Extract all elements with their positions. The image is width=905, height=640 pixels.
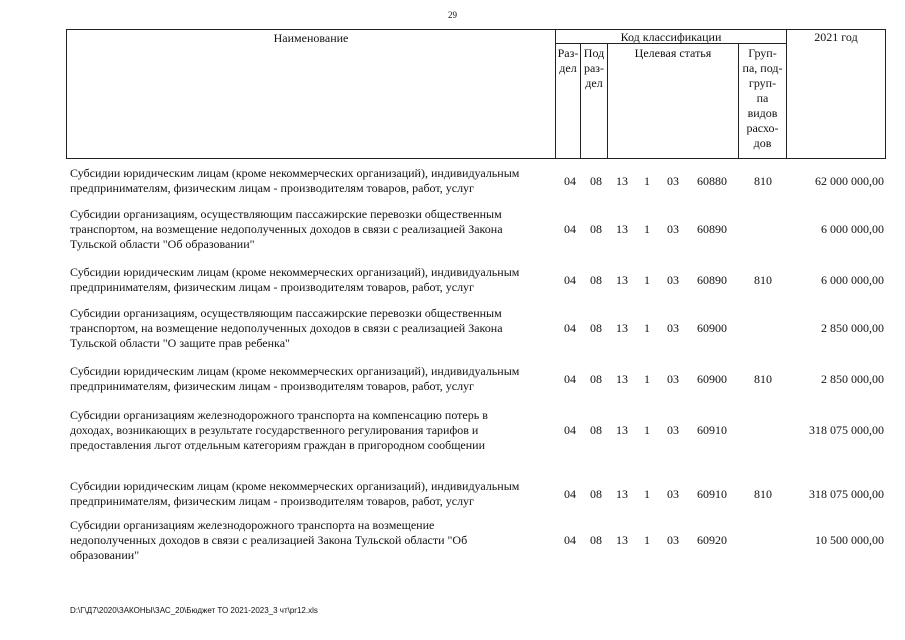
row-code-podrazdel: 08 [590,273,602,287]
table-row [0,364,905,394]
row-name-line: образовании" [70,548,140,562]
header-group-line: расхо- [746,121,779,135]
row-name-line: предоставления льгот отдельным категориям граждан в пригородном сообщении [70,438,486,452]
row-name [70,166,552,196]
row-code-t2: 1 [644,174,650,188]
row-code-podrazdel: 08 [590,372,602,386]
row-name-line: предпринимателям, физическим лицам - производителям товаров, работ, услуг [70,181,474,195]
row-code-podrazdel: 08 [590,487,602,501]
row-code-podrazdel: 08 [590,222,602,236]
header-podrazdel-line: раз- [583,61,605,75]
row-amount: 318 075 000,00 [809,423,884,437]
row-amount: 318 075 000,00 [809,487,884,501]
row-code-razdel: 04 [564,222,576,236]
row-name [70,479,552,509]
row-code-t3: 03 [667,372,679,386]
row-code-razdel: 04 [564,533,576,547]
row-name-line: Субсидии юридическим лицам (кроме некоммерческих организаций), индивидуальным [70,166,520,180]
header-podrazdel-line: Под [583,46,605,60]
row-name-line: Субсидии организациям, осуществляющим пассажирские перевозки общественным [70,207,502,221]
row-amount: 62 000 000,00 [815,174,884,188]
row-name [70,306,552,351]
row-name [70,265,552,295]
row-name-line: транспортом, на возмещение недополученных доходов в связи с реализацией Закона [70,222,503,236]
row-code-razdel: 04 [564,487,576,501]
row-name-line: Тульской области "Об образовании" [70,237,255,251]
row-code-t2: 1 [644,423,650,437]
row-name-line: Субсидии организациям железнодорожного транспорта на компенсацию потерь в [70,408,488,422]
table-row [0,265,905,295]
header-name: Наименование [273,31,349,45]
row-name [70,408,552,453]
row-code-razdel: 04 [564,423,576,437]
row-code-razdel: 04 [564,321,576,335]
row-code-t2: 1 [644,321,650,335]
header-group-line: Груп- [748,46,777,60]
header-right-border [885,29,886,159]
row-code-t1: 13 [616,533,628,547]
header-group-line: видов [747,106,778,120]
row-code-podrazdel: 08 [590,533,602,547]
row-code-vr: 810 [754,487,772,501]
row-code-podrazdel: 08 [590,423,602,437]
row-code-t1: 13 [616,423,628,437]
header-bottom-border [66,158,886,159]
row-name [70,518,552,563]
row-code-t4: 60920 [697,533,727,547]
page-number: 29 [448,10,457,20]
row-code-razdel: 04 [564,273,576,287]
header-code-classification: Код классификации [620,30,722,44]
row-name-line: Субсидии юридическим лицам (кроме некоммерческих организаций), индивидуальным [70,265,520,279]
row-code-vr: 810 [754,372,772,386]
row-code-t2: 1 [644,487,650,501]
row-amount: 2 850 000,00 [821,321,884,335]
row-name-line: транспортом, на возмещение недополученных доходов в связи с реализацией Закона [70,321,503,335]
row-code-t3: 03 [667,174,679,188]
row-code-t4: 60910 [697,487,727,501]
header-podrazdel-line: дел [585,76,603,90]
row-name-line: предпринимателям, физическим лицам - производителям товаров, работ, услуг [70,494,474,508]
table-row [0,408,905,453]
row-code-t3: 03 [667,487,679,501]
row-code-t2: 1 [644,273,650,287]
year-column-divider [786,29,787,159]
row-code-t1: 13 [616,487,628,501]
row-name [70,364,552,394]
row-code-t3: 03 [667,273,679,287]
row-code-t4: 60900 [697,321,727,335]
row-code-t3: 03 [667,423,679,437]
table-row [0,306,905,351]
row-code-t2: 1 [644,533,650,547]
header-target: Целевая статья [634,46,712,60]
header-left-border [66,29,67,159]
row-name-line: Субсидии организациям железнодорожного транспорта на возмещение [70,518,435,532]
row-amount: 6 000 000,00 [821,222,884,236]
table-row [0,207,905,252]
row-name [70,207,552,252]
row-code-t4: 60900 [697,372,727,386]
row-code-vr: 810 [754,174,772,188]
row-code-razdel: 04 [564,174,576,188]
row-code-t4: 60880 [697,174,727,188]
row-amount: 10 500 000,00 [815,533,884,547]
row-name-line: доходах, возникающих в результате государственного регулирования тарифов и [70,423,479,437]
row-amount: 2 850 000,00 [821,372,884,386]
header-group-line: па [756,91,769,105]
row-code-t2: 1 [644,372,650,386]
table-row [0,166,905,196]
row-code-t4: 60890 [697,222,727,236]
row-name-line: Субсидии юридическим лицам (кроме некоммерческих организаций), индивидуальным [70,479,520,493]
row-name-line: Субсидии юридическим лицам (кроме некоммерческих организаций), индивидуальным [70,364,520,378]
row-code-t1: 13 [616,372,628,386]
header-podrazdel [581,46,607,91]
row-code-razdel: 04 [564,372,576,386]
row-code-t3: 03 [667,533,679,547]
header-group-line: дов [753,136,772,150]
row-code-vr: 810 [754,273,772,287]
row-code-t3: 03 [667,321,679,335]
file-path-footer: D:\Г\Д7\2020\ЗАКОНЫ\ЗАС_20\Бюджет ТО 2021-2023_3 чт\pr12.xls [70,606,318,615]
header-razdel-line: Раз- [557,46,579,60]
row-code-t4: 60890 [697,273,727,287]
row-name-line: Тульской области "О защите прав ребенка" [70,336,290,350]
row-code-t1: 13 [616,222,628,236]
table-row [0,479,905,509]
table-row [0,518,905,563]
header-razdel [556,46,580,76]
row-code-t1: 13 [616,273,628,287]
header-group [739,46,786,151]
header-group-line: груп- [748,76,777,90]
row-name-line: недополученных доходов в связи с реализацией Закона Тульской области "Об [70,533,468,547]
header-razdel-line: дел [559,61,577,75]
header-year: 2021 год [814,30,858,44]
row-code-t1: 13 [616,321,628,335]
row-code-t4: 60910 [697,423,727,437]
row-code-t3: 03 [667,222,679,236]
row-code-t1: 13 [616,174,628,188]
row-name-line: Субсидии организациям, осуществляющим пассажирские перевозки общественным [70,306,502,320]
header-group-line: па, под- [742,61,783,75]
row-code-podrazdel: 08 [590,321,602,335]
row-name-line: предпринимателям, физическим лицам - производителям товаров, работ, услуг [70,379,474,393]
row-name-line: предпринимателям, физическим лицам - производителям товаров, работ, услуг [70,280,474,294]
row-code-t2: 1 [644,222,650,236]
row-amount: 6 000 000,00 [821,273,884,287]
row-code-podrazdel: 08 [590,174,602,188]
